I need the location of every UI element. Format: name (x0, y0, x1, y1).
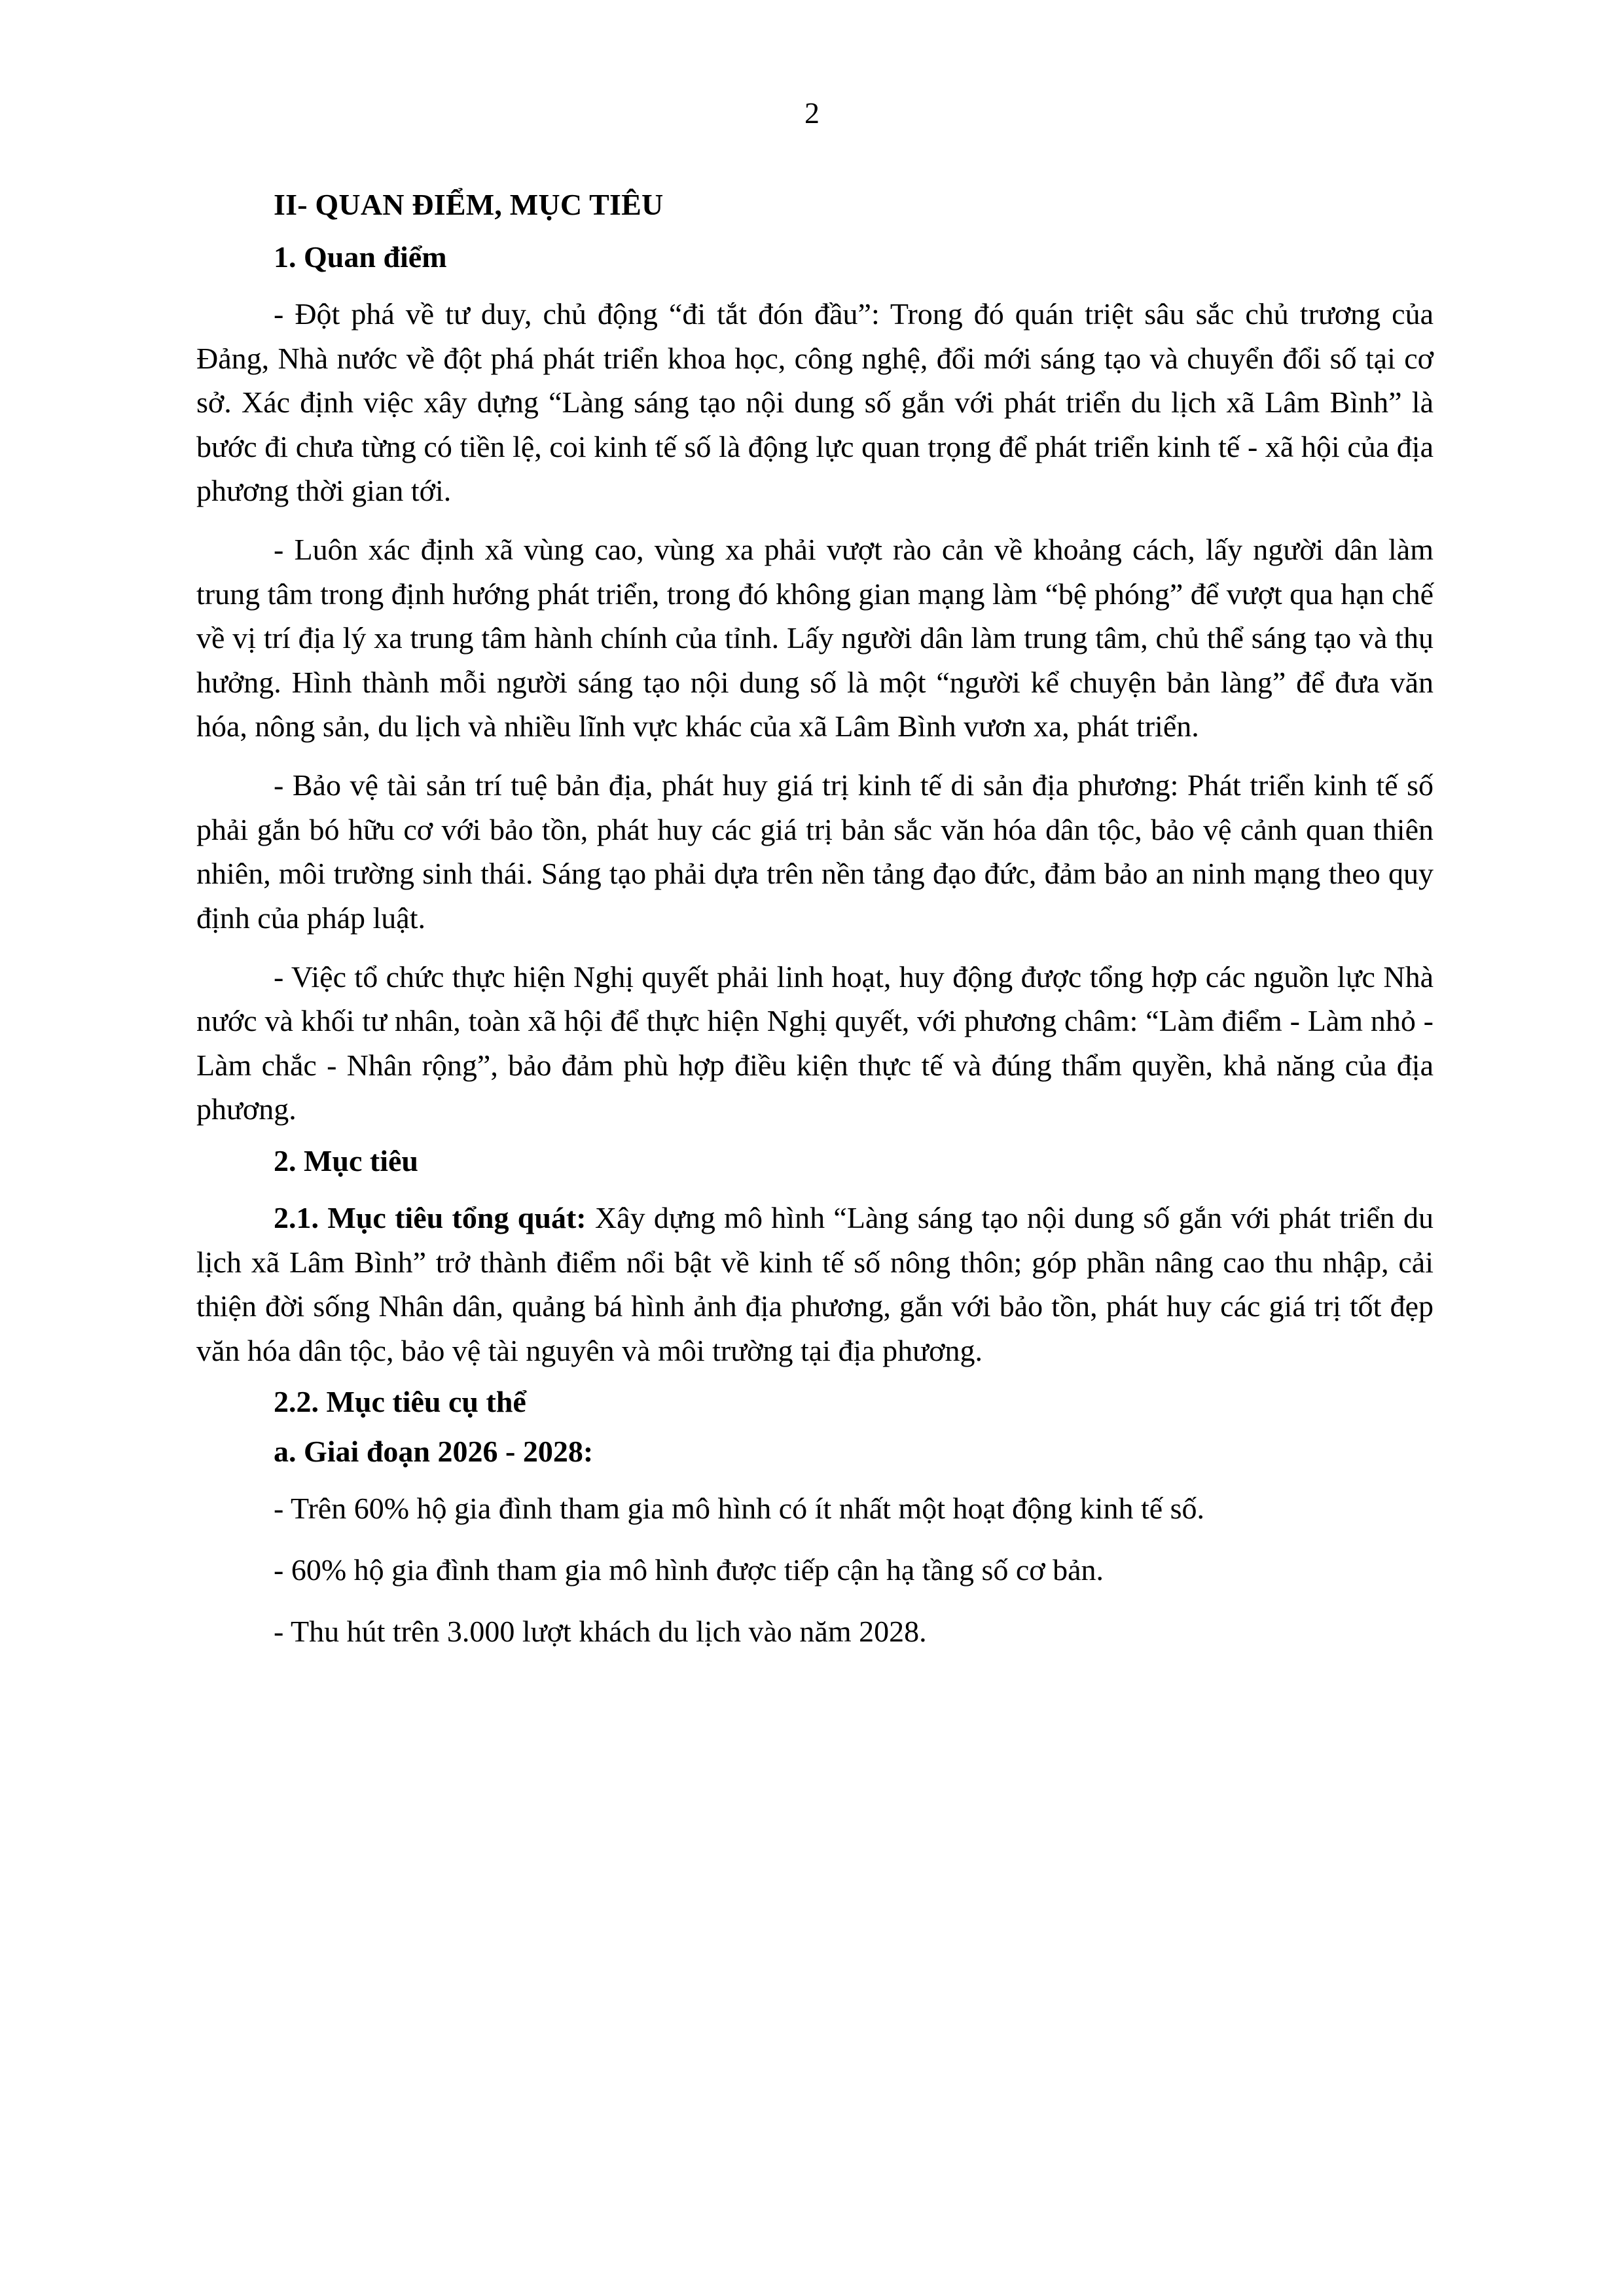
heading-quan-diem: 1. Quan điểm (274, 240, 447, 274)
paragraph-to-chuc-thuc-hien: - Việc tổ chức thực hiện Nghị quyết phải linh hoạt, huy động được tổng hợp các nguồn lực Nhà nước và khối tư nhân, toàn xã hội để thực hiện Nghị quyết, với phương châm: “Làm điểm - Làm nhỏ - Làm chắc - Nhân rộng”, bảo đảm phù hợp điều kiện thực tế và đúng thẩm quyền, khả năng của địa phương. (196, 960, 1434, 1126)
heading-muc-tieu: 2. Mục tiêu (274, 1143, 419, 1177)
heading-giai-doan-2026-2028: a. Giai đoạn 2026 - 2028: (274, 1435, 594, 1469)
paragraph-xa-vung-cao: - Luôn xác định xã vùng cao, vùng xa phải vượt rào cản về khoảng cách, lấy người dân làm trung tâm trong định hướng phát triển, trong đó không gian mạng làm “bệ phóng” để vượt qua hạn chế về vị trí địa lý xa trung tâm hành chính của tỉnh. Lấy người dân làm trung tâm, chủ thể sáng tạo và thụ hưởng. Hình thành mỗi người sáng tạo nội dung số là một “người kể chuyện bản làng” để đưa văn hóa, nông sản, du lịch và nhiều lĩnh vực khác của xã Lâm Bình vươn xa, phát triển. (196, 533, 1434, 744)
paragraph-bao-ve-tai-san-tri-tue: - Bảo vệ tài sản trí tuệ bản địa, phát huy giá trị kinh tế di sản địa phương: Phát triển kinh tế số phải gắn bó hữu cơ với bảo tồn, phát huy các giá trị bản sắc văn hóa dân tộc, bảo vệ cảnh quan thiên nhiên, môi trường sinh thái. Sáng tạo phải dựa trên nền tảng đạo đức, đảm bảo an ninh mạng theo quy định của pháp luật. (196, 768, 1434, 935)
page-number: 2 (804, 96, 820, 130)
bullet-ho-gia-dinh-ha-tang-so: - 60% hộ gia đình tham gia mô hình được tiếp cận hạ tầng số cơ bản. (274, 1553, 1104, 1587)
paragraph-muc-tieu-tong-quat (196, 1196, 1434, 1372)
page-content (196, 190, 1434, 1670)
heading-section-ii: II- QUAN ĐIỂM, MỤC TIÊU (274, 188, 664, 221)
label-muc-tieu-tong-quat: 2.1. Mục tiêu tổng quát: (274, 1200, 586, 1234)
bullet-ho-gia-dinh-hoat-dong-kinh-te-so: - Trên 60% hộ gia đình tham gia mô hình có ít nhất một hoạt động kinh tế số. (274, 1492, 1205, 1526)
text-muc-tieu-tong-quat: Xây dựng mô hình “Làng sáng tạo nội dung số gắn với phát triển du lịch xã Lâm Bình” trở thành điểm nổi bật về kinh tế số nông thôn; góp phần nâng cao thu nhập, cải thiện đời sống Nhân dân, quảng bá hình ảnh địa phương, gắn với bảo tồn, phát huy các giá trị tốt đẹp văn hóa dân tộc, bảo vệ tài nguyên và môi trường tại địa phương. (196, 1200, 1434, 1367)
paragraph-dot-pha-tu-duy: - Đột phá về tư duy, chủ động “đi tắt đón đầu”: Trong đó quán triệt sâu sắc chủ trương của Đảng, Nhà nước về đột phá phát triển khoa học, công nghệ, đổi mới sáng tạo và chuyển đổi số tại cơ sở. Xác định việc xây dựng “Làng sáng tạo nội dung số gắn với phát triển du lịch xã Lâm Bình” là bước đi chưa từng có tiền lệ, coi kinh tế số là động lực quan trọng để phát triển kinh tế - xã hội của địa phương thời gian tới. (196, 297, 1434, 508)
heading-muc-tieu-cu-the: 2.2. Mục tiêu cụ thể (274, 1385, 526, 1419)
bullet-thu-hut-khach-du-lich: - Thu hút trên 3.000 lượt khách du lịch vào năm 2028. (274, 1614, 927, 1648)
